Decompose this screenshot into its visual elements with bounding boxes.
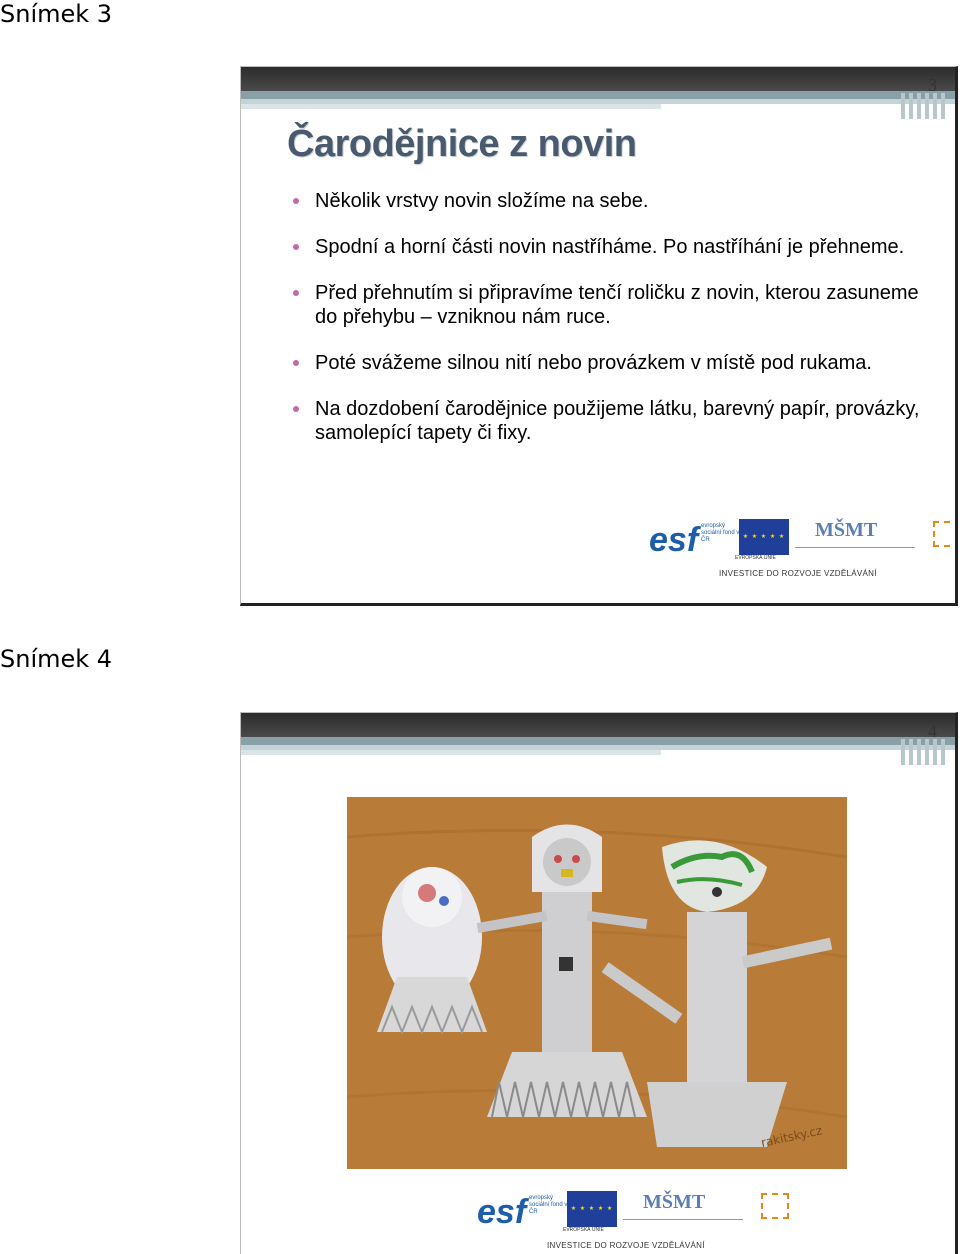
slide-3-caption: Snímek 3	[0, 0, 113, 28]
bullet-item: Poté svážeme silnou nití nebo provázkem v místě pod rukama.	[293, 351, 933, 375]
msmt-logo: MŠMT	[795, 519, 915, 559]
logos-footer-text: INVESTICE DO ROZVOJE VZDĚLÁVÁNÍ	[719, 569, 877, 578]
bullet-item: Spodní a horní části novin nastříháme. Po nastříhání je přehneme.	[293, 235, 933, 259]
esf-logo: esf evropský sociální fond v ČR	[477, 1193, 568, 1231]
header-decoration	[899, 739, 955, 765]
funding-logos	[649, 519, 958, 561]
slide-header-bar	[241, 713, 955, 737]
eu-logo: ★ ★ ★ ★ ★ EVROPSKÁ UNIE	[735, 519, 789, 561]
op-logo	[751, 1191, 807, 1231]
op-logo	[923, 519, 958, 559]
witch-craft-photo	[347, 797, 847, 1169]
slide-3	[240, 66, 958, 606]
bullet-item: Před přehnutím si připravíme tenčí roličku z novin, kterou zasuneme do přehybu – vzniknou nám ruce.	[293, 281, 933, 329]
slide-4-caption: Snímek 4	[0, 645, 113, 673]
bullet-icon	[293, 360, 299, 366]
bullet-list	[293, 189, 933, 467]
slide-header-bar	[241, 67, 955, 91]
bullet-icon	[293, 290, 299, 296]
svg-text:rakitsky.cz: rakitsky.cz	[759, 1123, 824, 1150]
slide-number: 4	[928, 721, 937, 741]
bullet-item: Na dozdobení čarodějnice použijeme látku, barevný papír, provázky, samolepící tapety či fixy.	[293, 397, 933, 445]
bullet-icon	[293, 406, 299, 412]
slide-4	[240, 712, 958, 1254]
funding-logos	[477, 1191, 807, 1233]
bullet-icon	[293, 244, 299, 250]
eu-logo: ★ ★ ★ ★ ★ EVROPSKÁ UNIE	[563, 1191, 617, 1233]
bullet-item: Několik vrstvy novin složíme na sebe.	[293, 189, 933, 213]
slide-title: Čarodějnice z novin	[287, 123, 637, 165]
logos-footer-text: INVESTICE DO ROZVOJE VZDĚLÁVÁNÍ	[547, 1241, 705, 1250]
esf-logo: esf evropský sociální fond v ČR	[649, 521, 740, 559]
bullet-icon	[293, 198, 299, 204]
header-decoration	[899, 93, 955, 119]
msmt-logo: MŠMT	[623, 1191, 743, 1231]
slide-number: 3	[928, 75, 937, 95]
